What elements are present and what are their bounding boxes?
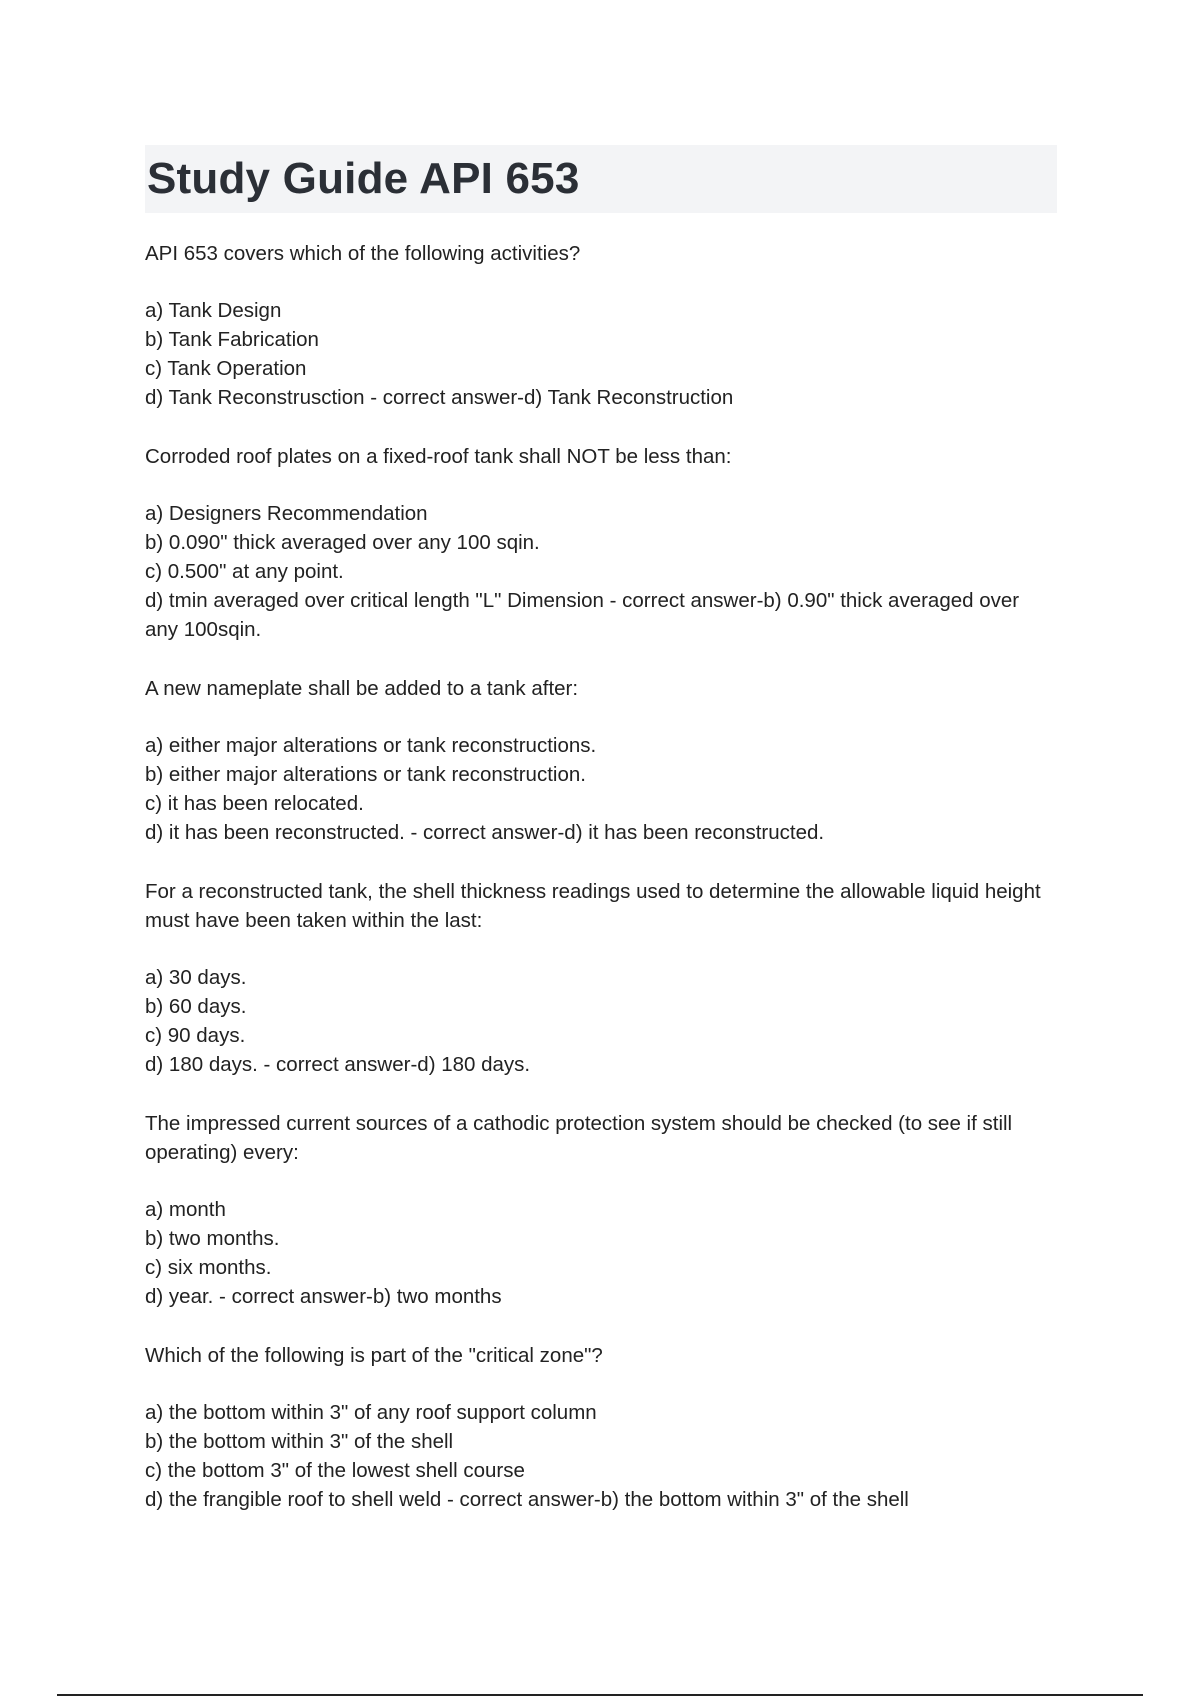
- option-list: [145, 499, 1057, 644]
- option-c: c) it has been relocated.: [145, 792, 364, 815]
- option-c: c) 0.500" at any point.: [145, 560, 344, 583]
- option-b: b) two months.: [145, 1227, 280, 1250]
- question-text: API 653 covers which of the following activities?: [145, 242, 581, 265]
- option-a: a) Tank Design: [145, 299, 282, 322]
- option-d-with-answer: d) year. - correct answer-b) two months: [145, 1285, 502, 1308]
- option-d-with-answer: d) Tank Reconstrusction - correct answer-d) Tank Reconstruction: [145, 386, 734, 409]
- option-c: c) the bottom 3" of the lowest shell course: [145, 1459, 525, 1482]
- option-c: c) 90 days.: [145, 1024, 246, 1047]
- title-bar: [145, 145, 1057, 213]
- question-text: For a reconstructed tank, the shell thickness readings used to determine the allowable liquid height must have been taken within the last:: [145, 880, 1041, 932]
- question-list: [145, 239, 1057, 1514]
- document-page: [145, 145, 1057, 1544]
- option-d-with-answer: d) it has been reconstructed. - correct answer-d) it has been reconstructed.: [145, 821, 825, 844]
- option-b: b) Tank Fabrication: [145, 328, 319, 351]
- option-list: [145, 1195, 1057, 1311]
- option-d-with-answer: d) tmin averaged over critical length "L" Dimension - correct answer-b) 0.90" thick averaged over any 100sqin.: [145, 589, 1020, 641]
- option-d-with-answer: d) the frangible roof to shell weld - correct answer-b) the bottom within 3" of the shell: [145, 1488, 909, 1511]
- question-block-3: [145, 674, 1057, 847]
- footer-divider: [57, 1694, 1143, 1696]
- option-c: c) Tank Operation: [145, 357, 307, 380]
- option-a: a) either major alterations or tank reconstructions.: [145, 734, 597, 757]
- question-text: The impressed current sources of a cathodic protection system should be checked (to see if still operating) every:: [145, 1112, 1013, 1164]
- option-list: [145, 963, 1057, 1079]
- question-text: Corroded roof plates on a fixed-roof tank shall NOT be less than:: [145, 445, 732, 468]
- question-block-1: [145, 239, 1057, 412]
- page-title: Study Guide API 653: [147, 154, 580, 203]
- option-list: [145, 296, 1057, 412]
- option-list: [145, 1398, 1057, 1514]
- option-b: b) 0.090" thick averaged over any 100 sqin.: [145, 531, 540, 554]
- question-text: A new nameplate shall be added to a tank after:: [145, 677, 579, 700]
- option-d-with-answer: d) 180 days. - correct answer-d) 180 days.: [145, 1053, 531, 1076]
- question-block-6: [145, 1341, 1057, 1514]
- question-text: Which of the following is part of the "critical zone"?: [145, 1344, 603, 1367]
- option-list: [145, 731, 1057, 847]
- option-b: b) the bottom within 3" of the shell: [145, 1430, 454, 1453]
- option-b: b) either major alterations or tank reconstruction.: [145, 763, 586, 786]
- option-a: a) 30 days.: [145, 966, 247, 989]
- question-block-5: [145, 1109, 1057, 1311]
- option-b: b) 60 days.: [145, 995, 247, 1018]
- question-block-4: [145, 877, 1057, 1079]
- option-a: a) the bottom within 3" of any roof support column: [145, 1401, 597, 1424]
- option-c: c) six months.: [145, 1256, 272, 1279]
- question-block-2: [145, 442, 1057, 644]
- option-a: a) month: [145, 1198, 226, 1221]
- option-a: a) Designers Recommendation: [145, 502, 428, 525]
